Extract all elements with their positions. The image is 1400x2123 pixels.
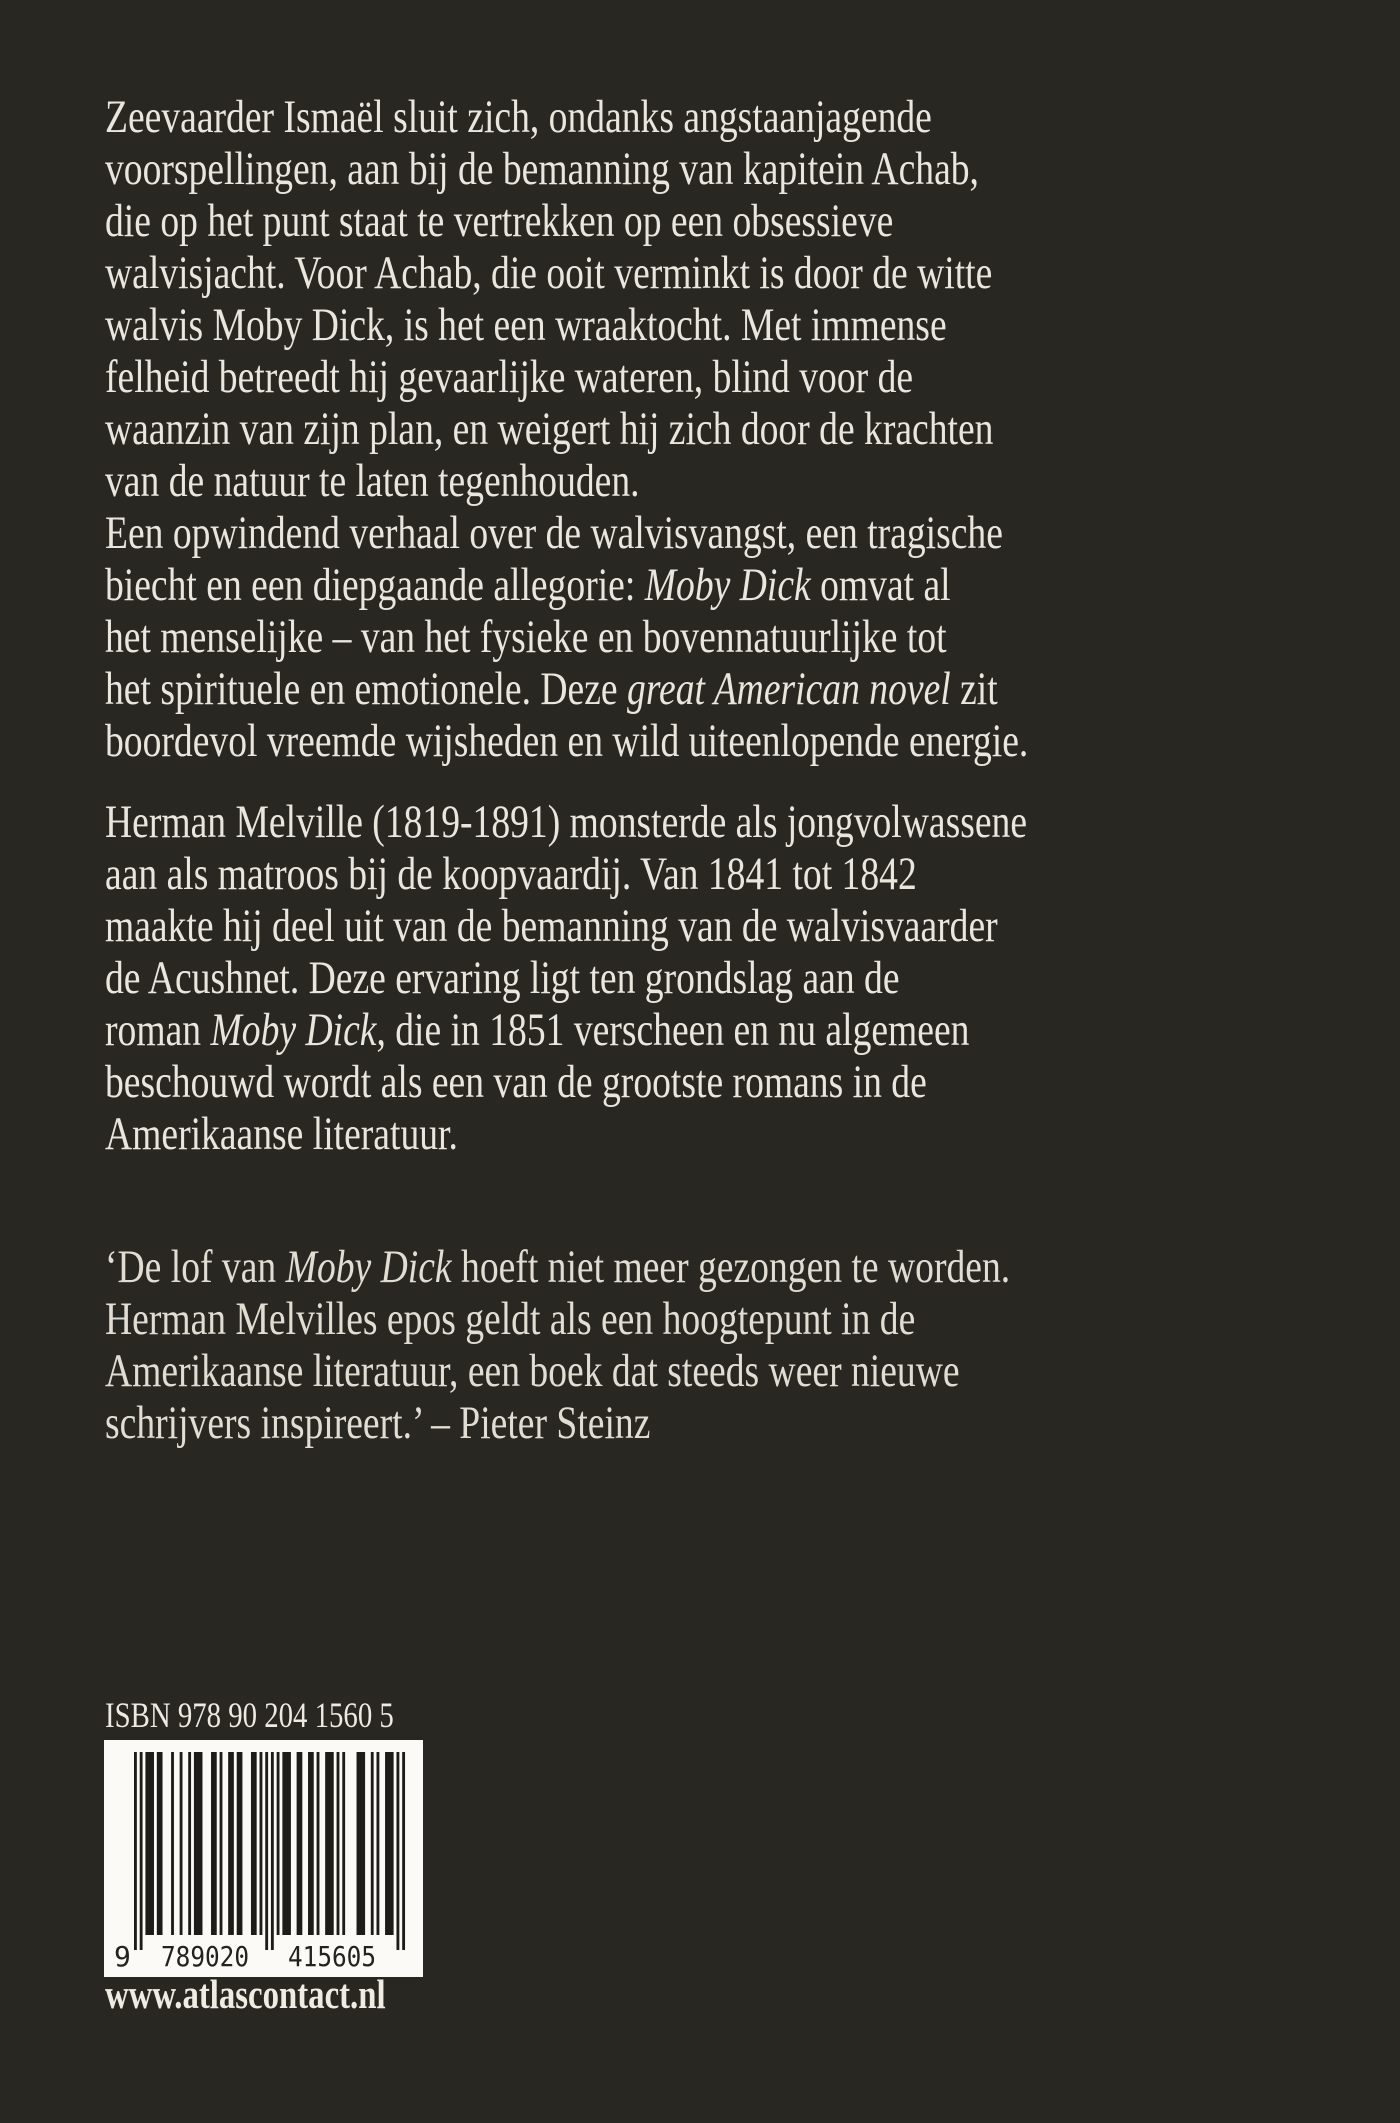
barcode-svg <box>104 1740 423 1977</box>
back-cover-text-block <box>105 91 1028 1449</box>
barcode-digit-lead: 9 <box>114 1940 131 1973</box>
publisher-url: www.atlascontact.nl <box>105 1971 386 2017</box>
barcode-bars <box>134 1752 405 1950</box>
review-quote: ‘De lof van Moby Dick hoeft niet meer gezongen te worden. Herman Melvilles epos geldt als een hoogtepunt in de Amerikaanse literatuur, een boek dat steeds weer nieuwe schrijvers inspireert.’ – Pieter Steinz <box>105 1241 1011 1449</box>
isbn-text: ISBN 978 90 204 1560 5 <box>105 1695 394 1735</box>
barcode-digits-left-group: 789020 <box>161 1940 249 1973</box>
author-bio-paragraph: Herman Melville (1819-1891) monsterde als jongvolwassene aan als matroos bij de koopvaardij. Van 1841 tot 1842 maakte hij deel uit van de bemanning van de walvisvaarder de Acushnet. Deze ervaring ligt ten grondslag aan de roman Moby Dick, die in 1851 verscheen en nu algemeen beschouwd wordt als een van de grootste romans in de Amerikaanse literatuur. <box>105 796 1028 1160</box>
synopsis-paragraph: Zeevaarder Ismaël sluit zich, ondanks angstaanjagende voorspellingen, aan bij de bemanning van kapitein Achab, die op het punt staat te vertrekken op een obsessieve walvisjacht. Voor Achab, die ooit verminkt is door de witte walvis Moby Dick, is het een wraaktocht. Met immense felheid betreedt hij gevaarlijke wateren, blind voor de waanzin van zijn plan, en weigert hij zich door de krachten van de natuur te laten tegenhouden. Een opwindend verhaal over de walvisvangst, een tragische biecht en een diepgaande allegorie: Moby Dick omvat al het menselijke – van het fysieke en bovennatuurlijke tot het spirituele en emotionele. Deze great American novel zit boordevol vreemde wijsheden en wild uiteenlopende energie. <box>105 91 1029 767</box>
barcode-digits-right-group: 415605 <box>288 1940 376 1973</box>
barcode <box>104 1740 423 1977</box>
